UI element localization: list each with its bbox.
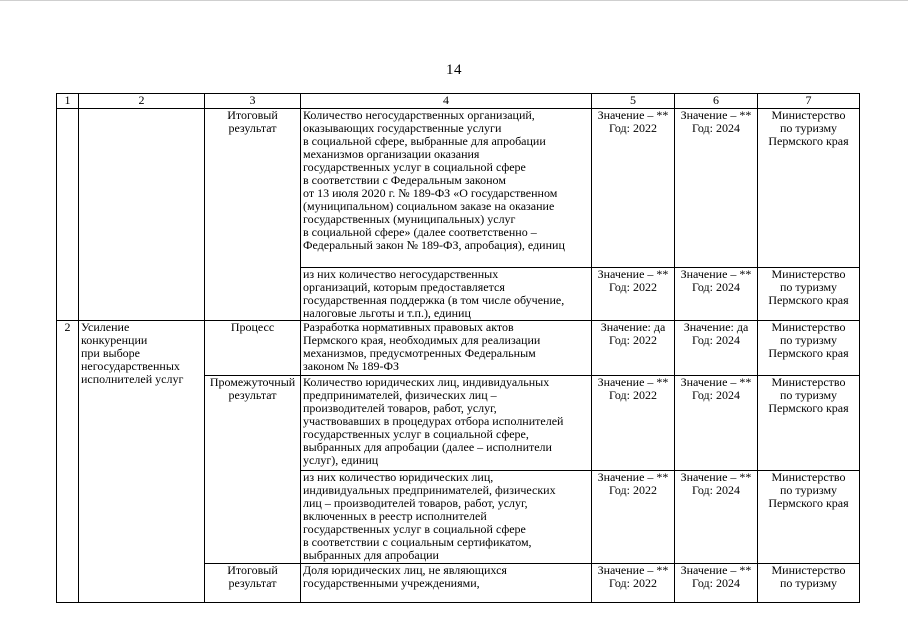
value-2022-cell-line: Год: 2022 (609, 483, 657, 497)
indicator-cell-line: от 13 июля 2020 г. № 189-ФЗ «О государственном (303, 186, 558, 200)
indicator-cell-line: в соответствии с Федеральным законом (303, 173, 506, 187)
indicator-cell-line: Пермского края, необходимых для реализации (303, 333, 541, 347)
indicator-cell-line: механизмов, предусмотренных Федеральным (303, 346, 536, 360)
col-header: 7 (758, 94, 860, 109)
value-2024-cell (675, 564, 758, 603)
indicator-cell-line: (муниципальном) социальном заказе на оказание (303, 199, 555, 213)
indicator-cell-line: Количество негосударственных организаций, (303, 108, 535, 122)
indicator-cell-line: государственных услуг в социальной сфере, (303, 427, 529, 441)
value-2022-cell (592, 471, 675, 564)
responsible-org-cell (758, 564, 860, 603)
responsible-org-cell-line: по туризму (779, 280, 838, 294)
responsible-org-cell-line: Министерство (771, 267, 846, 281)
responsible-org-cell-line: Министерство (771, 108, 846, 122)
indicator-cell-line: государственных услуг в социальной сфере (303, 522, 526, 536)
indicator-cell-line: Разработка нормативных правовых актов (303, 320, 514, 334)
col-header: 3 (205, 94, 301, 109)
value-2024-cell-line: Значение: да (683, 320, 749, 334)
page-number: 14 (446, 62, 462, 78)
value-2024-cell (675, 376, 758, 471)
result-type-cell-line: результат (228, 576, 277, 590)
indicator-cell-line: организаций, которым предоставляется (303, 280, 505, 294)
value-2024-cell-line: Значение – ** (680, 470, 752, 484)
indicator-cell-line: выбранных для апробации (303, 548, 439, 562)
indicator-cell-line: в социальной сфере, выбранные для апробации (303, 134, 546, 148)
measures-table (56, 93, 860, 603)
indicator-cell-line: услуг), единиц (303, 453, 379, 467)
value-2024-cell-line: Год: 2024 (692, 333, 740, 347)
indicator-cell-line: Доля юридических лиц, не являющихся (303, 563, 507, 577)
column-number-row (57, 94, 860, 109)
result-type-cell (205, 564, 301, 603)
result-type-cell-line: результат (228, 121, 277, 135)
indicator-cell-line: выбранных для апробации (далее – исполнители (303, 440, 552, 454)
indicator-cell-line: законом № 189-ФЗ (303, 359, 400, 373)
value-2024-cell-line: Год: 2024 (692, 576, 740, 590)
indicator-cell-line: в социальной сфере» (далее соответственно – (303, 225, 537, 239)
task-cell-line: при выборе (81, 346, 141, 360)
indicator-cell-line: из них количество юридических лиц, (303, 470, 494, 484)
indicator-cell-line: предпринимателей, физических лиц – (303, 388, 497, 402)
responsible-org-cell (758, 376, 860, 471)
value-2022-cell-line: Значение – ** (597, 563, 669, 577)
task-cell-line: негосударственных (81, 359, 180, 373)
responsible-org-cell-line: Министерство (771, 563, 846, 577)
task-cell-line: исполнителей услуг (81, 372, 184, 386)
value-2024-cell (675, 109, 758, 268)
result-type-cell (205, 321, 301, 376)
value-2024-cell-line: Год: 2024 (692, 388, 740, 402)
responsible-org-cell (758, 268, 860, 321)
indicator-cell-line: механизмов организации оказания (303, 147, 480, 161)
value-2024-cell-line: Год: 2024 (692, 121, 740, 135)
value-2022-cell-line: Значение – ** (597, 375, 669, 389)
table-row (57, 321, 860, 376)
value-2022-cell-line: Значение – ** (597, 470, 669, 484)
result-type-cell (205, 109, 301, 321)
value-2024-cell (675, 321, 758, 376)
col-header: 6 (675, 94, 758, 109)
value-2022-cell-line: Значение – ** (597, 108, 669, 122)
col-header: 5 (592, 94, 675, 109)
indicator-cell (301, 268, 592, 321)
responsible-org-cell-line: Пермского края (768, 401, 849, 415)
indicator-cell (301, 321, 592, 376)
indicator-cell-line: индивидуальных предпринимателей, физических (303, 483, 556, 497)
value-2024-cell-line: Год: 2024 (692, 483, 740, 497)
responsible-org-cell-line: Пермского края (768, 346, 849, 360)
indicator-cell-line: Количество юридических лиц, индивидуальных (303, 375, 550, 389)
value-2022-cell (592, 321, 675, 376)
value-2022-cell (592, 564, 675, 603)
value-2022-cell-line: Год: 2022 (609, 388, 657, 402)
result-type-cell-line: результат (228, 388, 277, 402)
table-row (57, 109, 860, 268)
value-2022-cell (592, 109, 675, 268)
indicator-cell-line: из них количество негосударственных (303, 267, 499, 281)
responsible-org-cell (758, 109, 860, 268)
col-header: 2 (79, 94, 205, 109)
indicator-cell-line: лиц – производителей товаров, работ, услуг, (303, 496, 528, 510)
row-number-cell (57, 109, 79, 321)
responsible-org-cell-line: Министерство (771, 320, 846, 334)
value-2024-cell-line: Значение – ** (680, 563, 752, 577)
col-header: 4 (301, 94, 592, 109)
result-type-cell-line: Промежуточный (209, 375, 296, 389)
task-cell-line: Усиление (81, 320, 130, 334)
row-number-cell: 2 (57, 321, 79, 603)
indicator-cell-line: налоговые льготы и т.п.), единиц (303, 306, 471, 320)
responsible-org-cell-line: по туризму (779, 121, 838, 135)
indicator-cell (301, 564, 592, 603)
value-2024-cell-line: Значение – ** (680, 267, 752, 281)
page-top-edge (0, 0, 908, 1)
value-2022-cell (592, 376, 675, 471)
value-2024-cell-line: Год: 2024 (692, 280, 740, 294)
result-type-cell (205, 376, 301, 564)
value-2022-cell (592, 268, 675, 321)
indicator-cell-line: государственная поддержка (в том числе обучение, (303, 293, 565, 307)
result-type-cell-line: Итоговый (227, 108, 278, 122)
indicator-cell (301, 471, 592, 564)
task-cell (79, 109, 205, 321)
value-2024-cell (675, 471, 758, 564)
task-cell (79, 321, 205, 603)
indicator-cell-line: участвовавших в процедурах отбора исполнителей (303, 414, 564, 428)
result-type-cell-line: Итоговый (227, 563, 278, 577)
responsible-org-cell-line: по туризму (779, 576, 838, 590)
value-2022-cell-line: Значение: да (600, 320, 666, 334)
task-cell-line: конкуренции (81, 333, 148, 347)
indicator-cell-line: государственных (муниципальных) услуг (303, 212, 516, 226)
indicator-cell-line: производителей товаров, работ, услуг, (303, 401, 497, 415)
value-2024-cell-line: Значение – ** (680, 375, 752, 389)
responsible-org-cell-line: по туризму (779, 333, 838, 347)
col-header: 1 (57, 94, 79, 109)
responsible-org-cell-line: по туризму (779, 483, 838, 497)
indicator-cell-line: оказывающих государственные услуги (303, 121, 502, 135)
responsible-org-cell-line: по туризму (779, 388, 838, 402)
indicator-cell-line: государственными учреждениями, (303, 576, 480, 590)
responsible-org-cell-line: Пермского края (768, 134, 849, 148)
responsible-org-cell (758, 471, 860, 564)
responsible-org-cell-line: Министерство (771, 470, 846, 484)
indicator-cell-line: государственных услуг в социальной сфере (303, 160, 526, 174)
responsible-org-cell-line: Министерство (771, 375, 846, 389)
value-2022-cell-line: Значение – ** (597, 267, 669, 281)
value-2022-cell-line: Год: 2022 (609, 576, 657, 590)
value-2022-cell-line: Год: 2022 (609, 280, 657, 294)
value-2022-cell-line: Год: 2022 (609, 121, 657, 135)
indicator-cell-line: включенных в реестр исполнителей (303, 509, 487, 523)
responsible-org-cell-line: Пермского края (768, 496, 849, 510)
responsible-org-cell (758, 321, 860, 376)
indicator-cell-line: Федеральный закон № 189-ФЗ, апробация), единиц (303, 238, 565, 252)
value-2024-cell-line: Значение – ** (680, 108, 752, 122)
value-2022-cell-line: Год: 2022 (609, 333, 657, 347)
responsible-org-cell-line: Пермского края (768, 293, 849, 307)
indicator-cell (301, 109, 592, 268)
indicator-cell-line: в соответствии с социальным сертификатом, (303, 535, 532, 549)
indicator-cell (301, 376, 592, 471)
result-type-cell-line: Процесс (230, 320, 275, 334)
value-2024-cell (675, 268, 758, 321)
